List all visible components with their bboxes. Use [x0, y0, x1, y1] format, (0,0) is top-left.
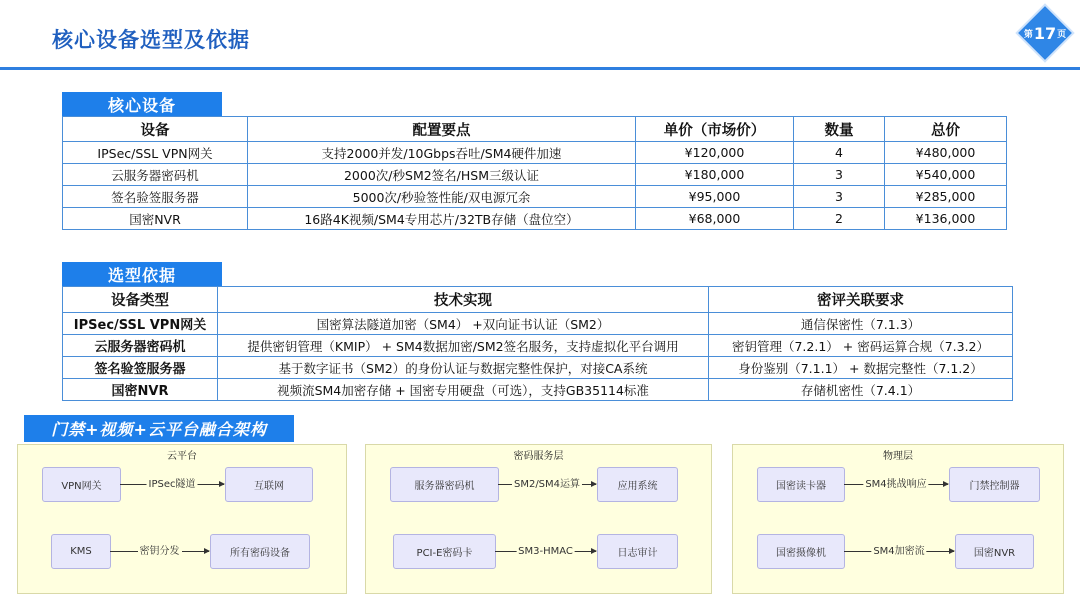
devices-section-label: 核心设备: [62, 92, 222, 116]
config-cell: 支持2000并发/10Gbps吞吐/SM4硬件加速: [248, 142, 636, 164]
quantity-cell: 3: [794, 164, 885, 186]
device-name-cell: 签名验签服务器: [63, 186, 248, 208]
table-header-row: [63, 287, 1013, 313]
unit-price-cell: ¥180,000: [636, 164, 794, 186]
config-cell: 5000次/秒验签性能/双电源冗余: [248, 186, 636, 208]
device-name-cell: 云服务器密码机: [63, 164, 248, 186]
flow-arrow: [495, 546, 596, 557]
flow-arrow: [844, 546, 954, 557]
cloud-platform-panel: [17, 444, 347, 594]
flow-arrow: [844, 479, 948, 490]
diagram-node: 互联网: [225, 467, 313, 502]
device-name-cell: IPSec/SSL VPN网关: [63, 142, 248, 164]
diagram-node: 所有密码设备: [210, 534, 310, 569]
requirement-cell: 密钥管理（7.2.1） + 密码运算合规（7.3.2）: [709, 335, 1013, 357]
title-divider: [0, 67, 1080, 70]
column-header: 设备: [63, 117, 248, 142]
device-type-cell: IPSec/SSL VPN网关: [63, 313, 218, 335]
column-header: 配置要点: [248, 117, 636, 142]
page-prefix: 第: [1023, 29, 1033, 40]
diagram-node: 应用系统: [597, 467, 678, 502]
table-row: [63, 186, 1007, 208]
page-suffix: 页: [1057, 29, 1067, 40]
table-header-row: [63, 117, 1007, 142]
diagram-node: 国密NVR: [955, 534, 1034, 569]
device-type-cell: 国密NVR: [63, 379, 218, 401]
devices-table: [62, 116, 1007, 230]
flow-label: SM4挑战响应: [865, 479, 927, 490]
total-price-cell: ¥540,000: [885, 164, 1007, 186]
flow-label: 密钥分发: [139, 546, 180, 557]
total-price-cell: ¥136,000: [885, 208, 1007, 230]
table-row: [63, 379, 1013, 401]
flow-arrow: [120, 479, 224, 490]
config-cell: 2000次/秒SM2签名/HSM三级认证: [248, 164, 636, 186]
tech-impl-cell: 国密算法隧道加密（SM4） +双向证书认证（SM2）: [218, 313, 709, 335]
unit-price-cell: ¥120,000: [636, 142, 794, 164]
column-header: 总价: [885, 117, 1007, 142]
diagram-node: VPN网关: [42, 467, 121, 502]
panel-title: 云平台: [167, 451, 197, 462]
tech-impl-cell: 视频流SM4加密存储 + 国密专用硬盘（可选），支持GB35114标准: [218, 379, 709, 401]
device-type-cell: 签名验签服务器: [63, 357, 218, 379]
column-header: 密评关联要求: [709, 287, 1013, 313]
quantity-cell: 4: [794, 142, 885, 164]
architecture-section-label: 门禁+视频+云平台融合架构: [24, 415, 294, 442]
table-row: [63, 208, 1007, 230]
table-row: [63, 335, 1013, 357]
column-header: 单价（市场价）: [636, 117, 794, 142]
total-price-cell: ¥480,000: [885, 142, 1007, 164]
column-header: 数量: [794, 117, 885, 142]
flow-label: SM3-HMAC: [518, 546, 573, 557]
requirement-cell: 存储机密性（7.4.1）: [709, 379, 1013, 401]
unit-price-cell: ¥95,000: [636, 186, 794, 208]
table-row: [63, 164, 1007, 186]
page-title: 核心设备选型及依据: [52, 28, 250, 52]
quantity-cell: 2: [794, 208, 885, 230]
requirement-cell: 身份鉴别（7.1.1） + 数据完整性（7.1.2）: [709, 357, 1013, 379]
tech-impl-cell: 基于数字证书（SM2）的身份认证与数据完整性保护，对接CA系统: [218, 357, 709, 379]
page-number-badge: [1019, 7, 1071, 59]
basis-section-label: 选型依据: [62, 262, 222, 286]
device-name-cell: 国密NVR: [63, 208, 248, 230]
basis-table: [62, 286, 1013, 401]
diagram-node: 国密摄像机: [757, 534, 845, 569]
physical-layer-panel: [732, 444, 1064, 594]
diagram-node: 日志审计: [597, 534, 678, 569]
total-price-cell: ¥285,000: [885, 186, 1007, 208]
column-header: 技术实现: [218, 287, 709, 313]
diagram-node: 门禁控制器: [949, 467, 1040, 502]
flow-label: SM4加密流: [873, 546, 925, 557]
panel-title: 密码服务层: [513, 451, 564, 462]
crypto-service-panel: [365, 444, 712, 594]
diagram-node: 国密读卡器: [757, 467, 845, 502]
flow-label: SM2/SM4运算: [513, 479, 581, 490]
tech-impl-cell: 提供密钥管理（KMIP） + SM4数据加密/SM2签名服务，支持虚拟化平台调用: [218, 335, 709, 357]
column-header: 设备类型: [63, 287, 218, 313]
panel-title: 物理层: [883, 451, 913, 462]
unit-price-cell: ¥68,000: [636, 208, 794, 230]
page-number: 17: [1033, 23, 1057, 43]
table-row: [63, 357, 1013, 379]
flow-arrow: [110, 546, 209, 557]
device-type-cell: 云服务器密码机: [63, 335, 218, 357]
diagram-node: PCI-E密码卡: [393, 534, 496, 569]
config-cell: 16路4K视频/SM4专用芯片/32TB存储（盘位空）: [248, 208, 636, 230]
table-row: [63, 142, 1007, 164]
diagram-node: 服务器密码机: [390, 467, 499, 502]
table-row: [63, 313, 1013, 335]
requirement-cell: 通信保密性（7.1.3）: [709, 313, 1013, 335]
flow-label: IPSec隧道: [148, 479, 196, 490]
diagram-node: KMS: [51, 534, 111, 569]
flow-arrow: [498, 479, 596, 490]
quantity-cell: 3: [794, 186, 885, 208]
